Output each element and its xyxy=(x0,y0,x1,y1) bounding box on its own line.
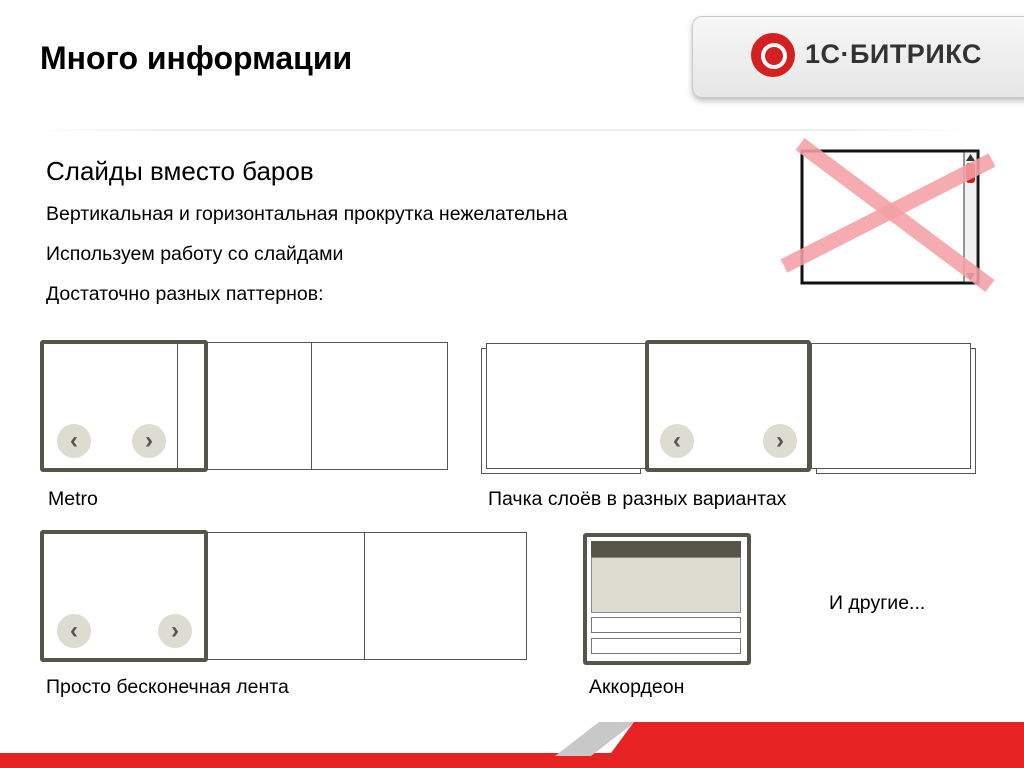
accordion-header-active[interactable] xyxy=(591,541,741,557)
chevron-right-icon[interactable]: › xyxy=(158,614,192,648)
accordion-panel xyxy=(591,557,741,613)
accordion-widget xyxy=(583,533,751,665)
accordion-header-2[interactable] xyxy=(591,617,741,633)
page-title: Много информации xyxy=(40,40,353,76)
chevron-right-icon[interactable]: › xyxy=(132,424,166,458)
ribbon-divider xyxy=(364,532,365,660)
stack-left-front xyxy=(486,343,646,469)
chevron-left-icon[interactable]: ‹ xyxy=(57,424,91,458)
stack-right-front xyxy=(811,343,971,469)
bitrix-logo-icon xyxy=(751,33,795,77)
metro-divider-2 xyxy=(311,342,312,470)
ribbon-strip xyxy=(205,532,527,660)
chevron-right-icon[interactable]: › xyxy=(763,424,797,458)
ribbon-label: Просто бесконечная лента xyxy=(46,676,289,698)
stack-label: Пачка слоёв в разных вариантах xyxy=(488,488,787,510)
others-label: И другие... xyxy=(829,592,926,614)
logo-text: 1С·БИТРИКС xyxy=(805,39,982,69)
accordion-header-3[interactable] xyxy=(591,638,741,654)
chevron-left-icon[interactable]: ‹ xyxy=(660,424,694,458)
logo-banner xyxy=(692,16,1024,98)
footer-accent xyxy=(600,722,1024,768)
metro-label: Metro xyxy=(48,488,98,510)
crossed-window-illustration xyxy=(778,136,1000,294)
slide-subtitle: Слайды вместо баров xyxy=(46,156,314,186)
scrollbar-window-crossed xyxy=(778,136,1000,294)
bullet-3: Достаточно разных паттернов: xyxy=(46,283,324,305)
bullet-1: Вертикальная и горизонтальная прокрутка нежелательна xyxy=(46,203,568,225)
divider xyxy=(30,129,975,131)
accordion-label: Аккордеон xyxy=(589,676,685,698)
chevron-left-icon[interactable]: ‹ xyxy=(57,614,91,648)
bullet-2: Используем работу со слайдами xyxy=(46,243,344,265)
